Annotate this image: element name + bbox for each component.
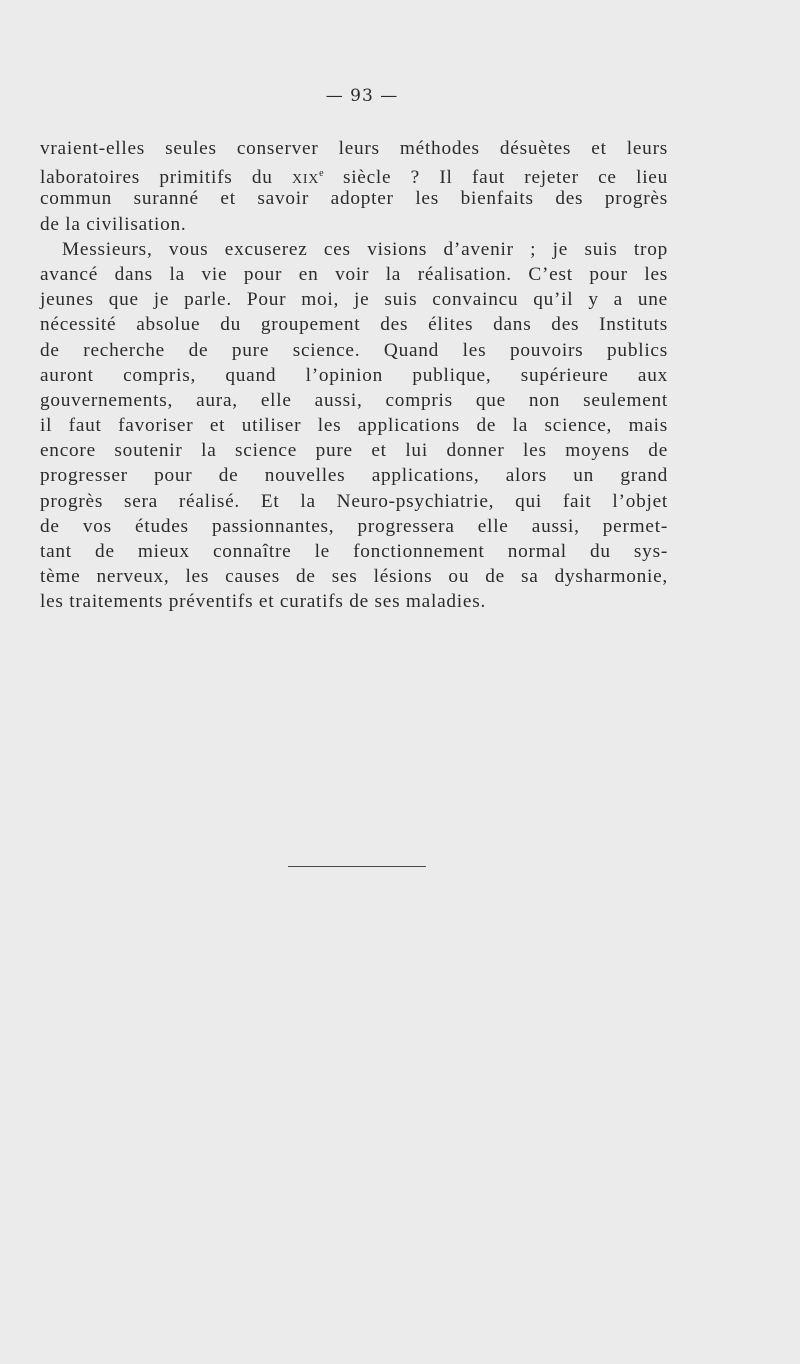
text-line: auront compris, quand l’opinion publique, supérieure aux	[40, 364, 668, 386]
text-line: les traitements préventifs et curatifs de ses maladies.	[40, 591, 487, 613]
text-line: de vos études passionnantes, progressera elle aussi, permet-	[40, 515, 668, 537]
text-line: nécessité absolue du groupement des élites dans des Instituts	[40, 314, 668, 336]
body-text	[40, 136, 668, 615]
text-line: il faut favoriser et utiliser les applications de la science, mais	[40, 415, 668, 437]
text-line: gouvernements, aura, elle aussi, compris que non seulement	[40, 389, 668, 411]
text-fragment: siècle ? Il faut rejeter ce lieu	[323, 167, 668, 189]
text-line: de la civilisation.	[40, 213, 187, 235]
page-number: — 93 —	[325, 86, 399, 106]
text-line: progrès sera réalisé. Et la Neuro-psychiatrie, qui fait l’objet	[40, 490, 668, 512]
text-line: tème nerveux, les causes de ses lésions ou de sa dysharmonie,	[40, 566, 668, 588]
text-line: jeunes que je parle. Pour moi, je suis convaincu qu’il y a une	[40, 289, 668, 311]
text-fragment: laboratoires primitifs du	[40, 167, 292, 189]
text-line: vraient-elles seules conserver leurs méthodes désuètes et leurs	[40, 138, 668, 159]
section-end-rule	[288, 866, 426, 867]
text-line: progresser pour de nouvelles applications, alors un grand	[40, 465, 668, 487]
text-line: de recherche de pure science. Quand les pouvoirs publics	[40, 339, 668, 361]
century-roman: xix	[292, 167, 320, 189]
text-line: avancé dans la vie pour en voir la réalisation. C’est pour les	[40, 263, 668, 285]
text-line: Messieurs, vous excuserez ces visions d’avenir ; je suis trop	[62, 238, 668, 260]
century-superscript: e	[319, 168, 324, 180]
text-line: encore soutenir la science pure et lui donner les moyens de	[40, 440, 668, 462]
text-line: commun suranné et savoir adopter les bienfaits des progrès	[40, 188, 668, 210]
text-line	[40, 161, 668, 189]
text-line: tant de mieux connaître le fonctionnement normal du sys-	[40, 541, 668, 562]
show-through-texture	[328, 634, 693, 786]
